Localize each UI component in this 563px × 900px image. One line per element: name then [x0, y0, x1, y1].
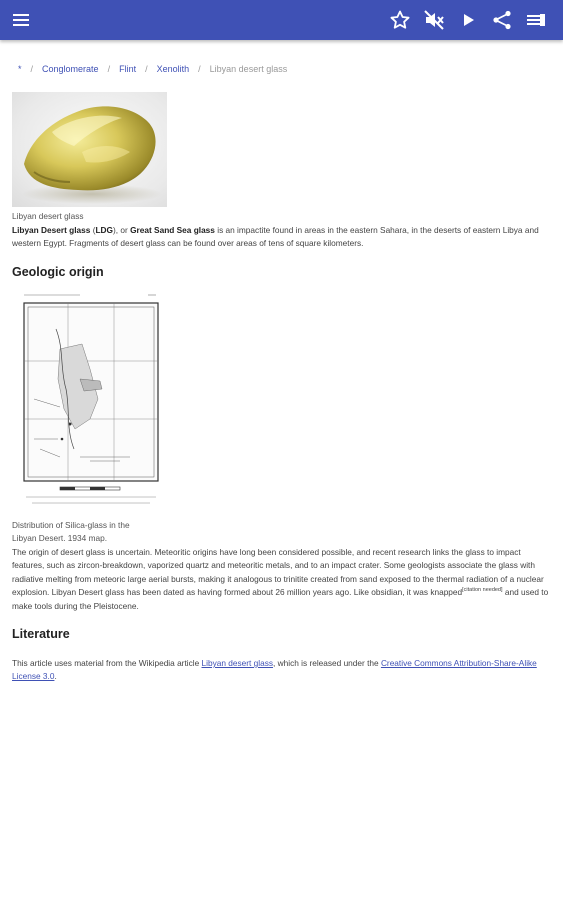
- glass-illustration: [12, 92, 167, 207]
- star-outline-icon[interactable]: [388, 8, 412, 32]
- term-ldg: LDG: [95, 225, 113, 235]
- image-caption: Libyan desert glass: [12, 211, 84, 221]
- section-title-literature: Literature: [12, 627, 70, 641]
- literature-text: This article uses material from the Wikipedia article: [12, 658, 202, 668]
- breadcrumb-item-conglomerate[interactable]: Conglomerate: [42, 64, 99, 74]
- breadcrumb-item-flint[interactable]: Flint: [119, 64, 137, 74]
- map-caption-line-2: Libyan Desert. 1934 map.: [12, 533, 108, 543]
- libyan-desert-glass-photo[interactable]: [12, 92, 167, 207]
- list-icon[interactable]: [524, 8, 548, 32]
- origin-paragraph: [12, 546, 550, 613]
- map-drawing: [20, 289, 162, 511]
- term-great-sand-sea-glass: Great Sand Sea glass: [130, 225, 215, 235]
- play-icon[interactable]: [456, 8, 480, 32]
- breadcrumb-current: Libyan desert glass: [209, 64, 288, 74]
- literature-text: , which is released under the: [273, 658, 381, 668]
- volume-off-icon[interactable]: [422, 8, 446, 32]
- hamburger-menu-icon[interactable]: [9, 8, 33, 32]
- intro-text: (: [90, 225, 96, 235]
- wikipedia-article-link[interactable]: Libyan desert glass: [201, 658, 274, 668]
- breadcrumb-separator: /: [30, 64, 34, 74]
- license-link[interactable]: Creative Commons Attribution-Share-Alike License 3.0: [12, 658, 537, 682]
- map-caption-line-1: Distribution of Silica-glass in the: [12, 520, 130, 530]
- breadcrumb-item-xenolith[interactable]: Xenolith: [156, 64, 190, 74]
- distribution-map-image[interactable]: [20, 289, 162, 511]
- literature-text: .: [54, 671, 57, 682]
- breadcrumb-separator: /: [107, 64, 111, 74]
- origin-text: and used to make tools during the Pleistocene.: [12, 587, 549, 611]
- breadcrumb-home[interactable]: *: [18, 64, 22, 74]
- section-title-geologic-origin: Geologic origin: [12, 265, 104, 279]
- literature-paragraph: [12, 657, 550, 684]
- citation-needed-link[interactable]: [citation needed]: [462, 587, 503, 594]
- share-icon[interactable]: [490, 8, 514, 32]
- intro-text: is an impactite found in areas in the eastern Sahara, in the deserts of eastern Libya and western Egypt. Fragments of desert glass can be found over areas of tens of square kilometers.: [12, 225, 539, 249]
- breadcrumb-separator: /: [198, 64, 201, 74]
- breadcrumb: [18, 64, 287, 74]
- origin-text: The origin of desert glass is uncertain. Meteoritic origins have long been considered possible, and recent research links the glass to impact features, such as zircon-breakdown, vaporized quartz and meteoritic metals, and to an impact crater. Some geologists associate the glass with radiative melting from meteoric large aerial bursts, making it analogous to trinitite created from sand exposed to the thermal radiation of a nuclear explosion. Libyan Desert glass has been dated as having formed about 26 million years ago. Like obsidian, it was knapped: [12, 547, 544, 598]
- breadcrumb-separator: /: [145, 64, 148, 74]
- intro-text: ), or: [113, 225, 131, 235]
- term-libyan-desert-glass: Libyan Desert glass: [12, 225, 91, 235]
- app-bar: [0, 0, 563, 40]
- intro-paragraph: [12, 224, 550, 251]
